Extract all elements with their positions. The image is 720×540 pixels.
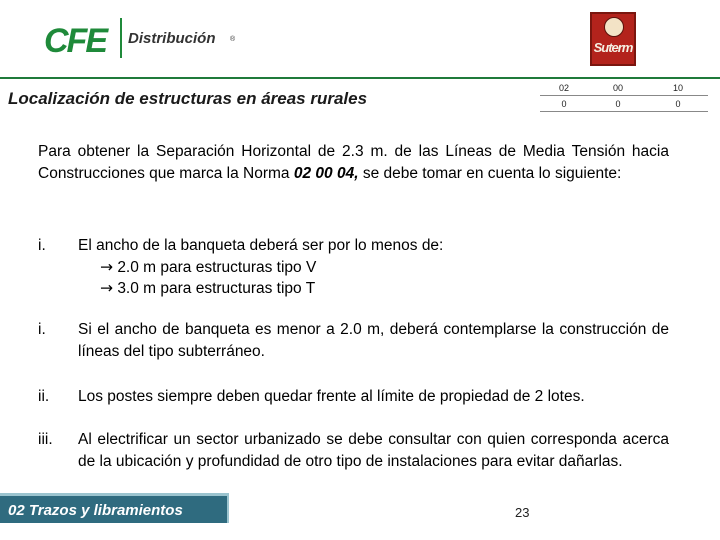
subitem (78, 278, 669, 300)
code-cell: 00 (588, 80, 648, 96)
page-number: 23 (515, 505, 530, 520)
footer-section-bar (0, 493, 229, 523)
registered-mark: ® (230, 36, 236, 43)
subitem-text: 3.0 m para estructuras tipo T (117, 280, 316, 297)
suterm-emblem-icon (604, 17, 624, 37)
list-item-text: El ancho de la banqueta deberá ser por lo menos de: (78, 237, 444, 254)
list-item (38, 235, 669, 301)
norma-reference: 02 00 04, (293, 165, 359, 182)
code-cell: 0 (540, 96, 588, 112)
cfe-logo-subtitle: Distribución (128, 30, 216, 47)
arrow-right-icon: → (100, 257, 113, 276)
list-item (38, 386, 669, 408)
subitem (78, 257, 669, 279)
list-item-text: Si el ancho de banqueta es menor a 2.0 m, deberá contemplarse la construcción de líneas del tipo subterráneo. (78, 321, 669, 360)
intro-paragraph (38, 141, 669, 185)
list-marker: ii. (38, 388, 50, 405)
code-row (540, 96, 708, 112)
arrow-right-icon: → (100, 279, 113, 297)
list-item (38, 319, 669, 363)
cfe-logo-mark: CFE (44, 22, 106, 60)
suterm-logo-text: Suterm (593, 40, 633, 55)
list-marker: i. (38, 321, 46, 338)
header-rule (0, 77, 720, 79)
code-row (540, 80, 708, 96)
list-marker: i. (38, 237, 46, 254)
code-cell: 0 (648, 96, 708, 112)
list-marker: iii. (38, 431, 53, 448)
code-cell: 02 (540, 80, 588, 96)
intro-text-end: se debe tomar en cuenta lo siguiente: (358, 165, 622, 182)
list-item (38, 429, 669, 495)
cfe-distribucion-logo (44, 14, 244, 64)
list-item-text: Los postes siempre deben quedar frente al límite de propiedad de 2 lotes. (78, 388, 585, 405)
code-cell: 0 (588, 96, 648, 112)
page-title: Localización de estructuras en áreas rurales (8, 89, 368, 108)
list-item-text: Al electrificar un sector urbanizado se debe consultar con quien corresponda acerca de la ubicación y profundidad de otro tipo de instalaciones para evitar dañarlas. (78, 431, 669, 470)
suterm-logo (590, 12, 636, 66)
subitem-text: 2.0 m para estructuras tipo V (117, 258, 317, 276)
intro-text: Para obtener la Separación Horizontal de 2.3 m. de las Líneas de Media Tensión hacia Construcciones que marca la Norma (38, 143, 669, 182)
norm-code-table (540, 80, 708, 112)
logo-divider (120, 18, 122, 58)
code-cell: 10 (648, 80, 708, 96)
footer-section-label: 02 Trazos y libramientos (8, 502, 183, 519)
